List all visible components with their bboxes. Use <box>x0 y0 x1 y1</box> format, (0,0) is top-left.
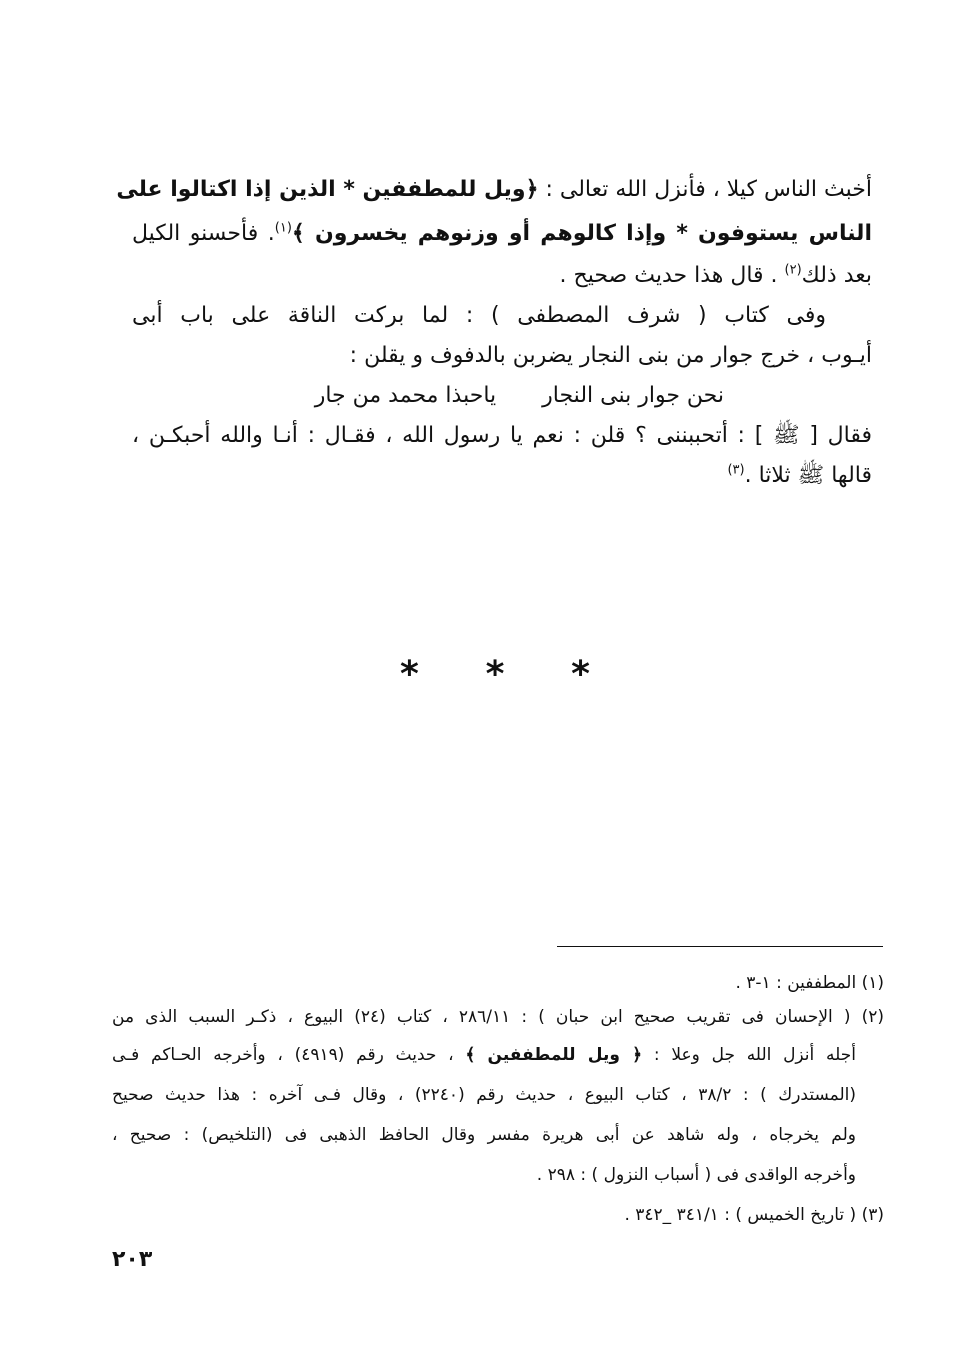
footnote-2-text-2c: ، حديث رقم (٤٩١٩) ، وأخرجه الحـاكم فـى <box>112 1045 466 1065</box>
text-line-5 <box>350 336 872 376</box>
poem-line <box>315 376 724 416</box>
poem-hemistich-2: ياحبذا محمد من جار <box>314 383 497 408</box>
footnote-2-text-3: (المستدرك ) : ٣٨/٢ ، كتاب البيوع ، حديث رقم (٢٢٤٠) ، وقال فـى آخره : هذا حديث صحيح <box>112 1085 857 1105</box>
text-line-1 <box>116 170 872 210</box>
footnote-2-line-4 <box>112 1118 856 1152</box>
footnote-divider <box>557 946 883 947</box>
text-line-3 <box>560 256 872 296</box>
text-line-8-plain: قالها ﷺ ثلاثا . <box>744 463 872 488</box>
text-line-4 <box>132 296 826 336</box>
quran-verse: ﴿ويل للمطففين * الذين إذا اكتالوا على <box>116 177 539 202</box>
star-3: * <box>571 654 590 695</box>
footnote-2-text-5: وأخرجه الواقدى فى ( أسباب النزول ) : ٢٩٨ . <box>536 1165 856 1185</box>
footnote-ref-1[interactable]: (١) <box>274 220 292 236</box>
footnotes <box>112 966 884 1236</box>
footnote-ref-3[interactable]: (٣) <box>727 462 745 478</box>
footnote-2-text-1: (٢) ( الإحسان فى تقريب صحيح ابن حبان ) : ٢٨٦/١١ ، كتاب (٢٤) البيوع ، ذكـر السبب الذى من <box>112 1007 884 1027</box>
text-line-4-plain: وفى كتاب ( شرف المصطفى ) : لما بركت الناقة على باب أبى <box>132 303 826 328</box>
footnote-1 <box>735 966 884 1000</box>
main-text <box>116 170 872 500</box>
text-line-2 <box>132 214 872 254</box>
text-line-3-plain: بعد ذلك <box>801 263 872 288</box>
quran-verse-cont: الناس يستوفون * وإذا كالوهم أو وزنوهم يخسرون ﴾ <box>291 221 872 246</box>
footnote-ref-2[interactable]: (٢) <box>784 262 802 278</box>
text-line-8 <box>727 456 872 496</box>
footnote-3-text: (٣) ( تاريخ الخميس ) : ٣٤١/١ _٣٤٢ . <box>624 1205 884 1225</box>
section-separator <box>400 655 590 695</box>
text-line-2-plain: . فأحسنو الكيل <box>132 221 275 246</box>
poem-hemistich-1: نحن جوار بنى النجار <box>542 383 724 408</box>
star-1: * <box>400 654 419 695</box>
text-line-5-plain: أيـوب ، خرج جوار من بنى النجار يضربن بالدفوف و يقلن : <box>349 343 872 368</box>
footnote-2-text-4: ولم يخرجاه ، وله شاهد عن أبى هريرة مفسر وقال الحافظ الذهبى فى (التلخيص) : صحيح ، <box>112 1125 856 1145</box>
footnote-2-verse: ﴿ ويل للمطففين ﴾ <box>465 1045 643 1065</box>
text-line-7-plain: فقال [ ﷺ ] : أتحببننى ؟ قلن : نعم يا رسول الله ، فقـال : أنـا والله أحبكـن ، <box>132 423 872 448</box>
footnote-2-line-3 <box>112 1078 856 1112</box>
footnote-2-line-1 <box>112 1000 884 1034</box>
star-2: * <box>485 654 505 695</box>
footnote-2-text-2a: أجله أنزل الله جل وعلا : <box>642 1045 856 1065</box>
page-number: ٢٠٣ <box>112 1247 153 1272</box>
text-line-1-plain: أخبث الناس كيلا ، فأنزل الله تعالى : <box>538 177 872 202</box>
text-line-7 <box>132 416 872 456</box>
footnote-2-line-2 <box>112 1038 856 1072</box>
footnote-2-line-5 <box>537 1158 856 1192</box>
footnote-1-text: (١) المطففين : ١-٣ . <box>735 973 884 993</box>
text-line-3-end: . قال هذا حديث صحيح . <box>559 263 785 288</box>
footnote-3 <box>624 1198 884 1232</box>
